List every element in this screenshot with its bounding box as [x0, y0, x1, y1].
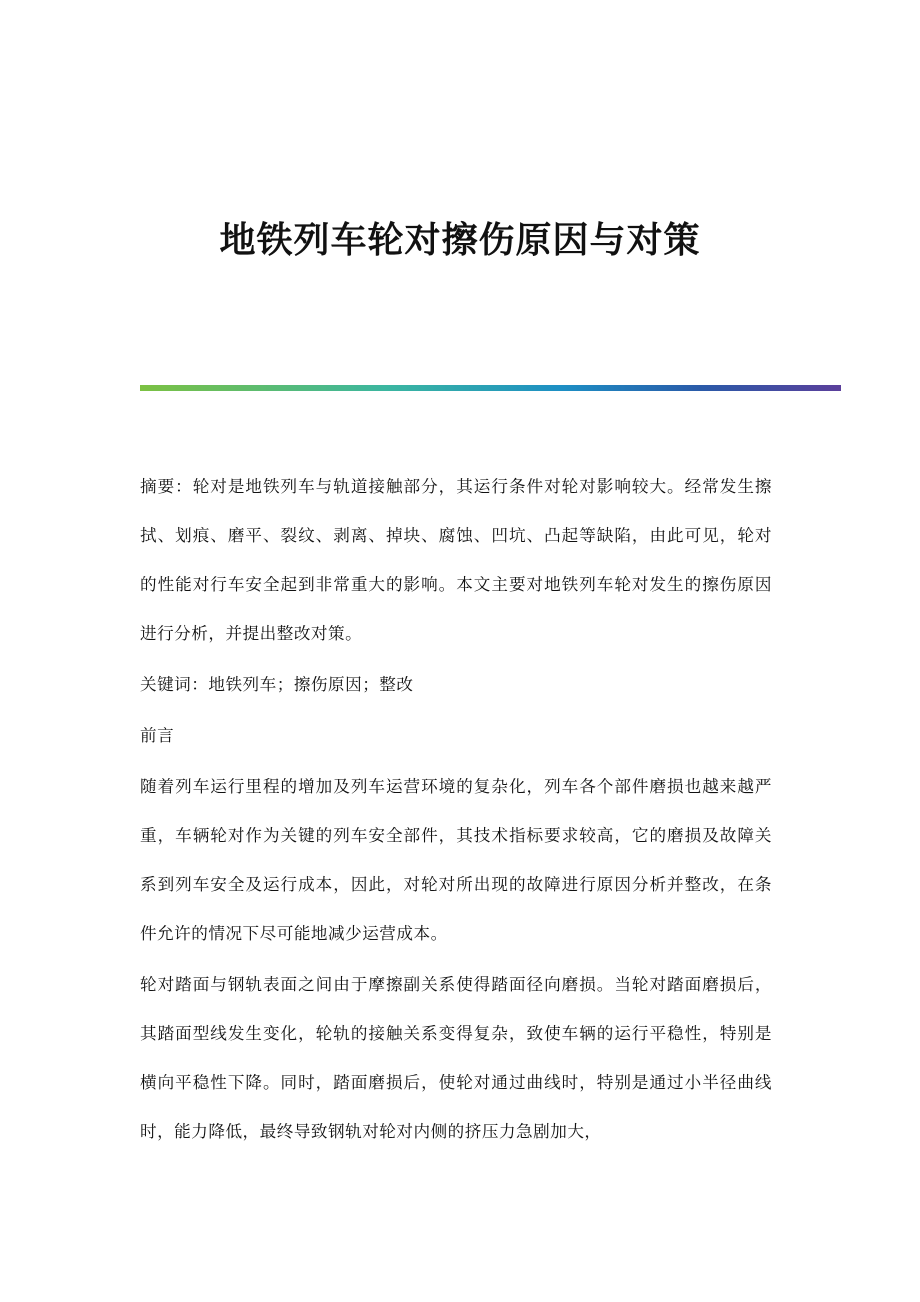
preface-heading: 前言	[140, 726, 175, 745]
body-paragraph: 轮对踏面与钢轨表面之间由于摩擦副关系使得踏面径向磨损。当轮对踏面磨损后，其踏面型线发生变化，轮轨的接触关系变得复杂，致使车辆的运行平稳性，特别是横向平稳性下降。同时，踏面磨损后，使轮对通过曲线时，特别是通过小半径曲线时，能力降低，最终导致钢轨对轮对内侧的挤压力急剧加大，	[140, 975, 772, 1141]
title-divider	[140, 385, 841, 391]
keywords-paragraph: 关键词：地铁列车；擦伤原因；整改	[140, 675, 414, 694]
body-paragraph: 随着列车运行里程的增加及列车运营环境的复杂化，列车各个部件磨损也越来越严重，车辆轮对作为关键的列车安全部件，其技术指标要求较高，它的磨损及故障关系到列车安全及运行成本，因此，对轮对所出现的故障进行原因分析并整改，在条件允许的情况下尽可能地减少运营成本。	[140, 777, 772, 943]
document-body	[140, 462, 772, 1158]
document-title: 地铁列车轮对擦伤原因与对策	[219, 219, 701, 261]
abstract-paragraph: 摘要：轮对是地铁列车与轨道接触部分，其运行条件对轮对影响较大。经常发生擦拭、划痕、磨平、裂纹、剥离、掉块、腐蚀、凹坑、凸起等缺陷，由此可见，轮对的性能对行车安全起到非常重大的影响。本文主要对地铁列车轮对发生的擦伤原因进行分析，并提出整改对策。	[140, 477, 772, 643]
